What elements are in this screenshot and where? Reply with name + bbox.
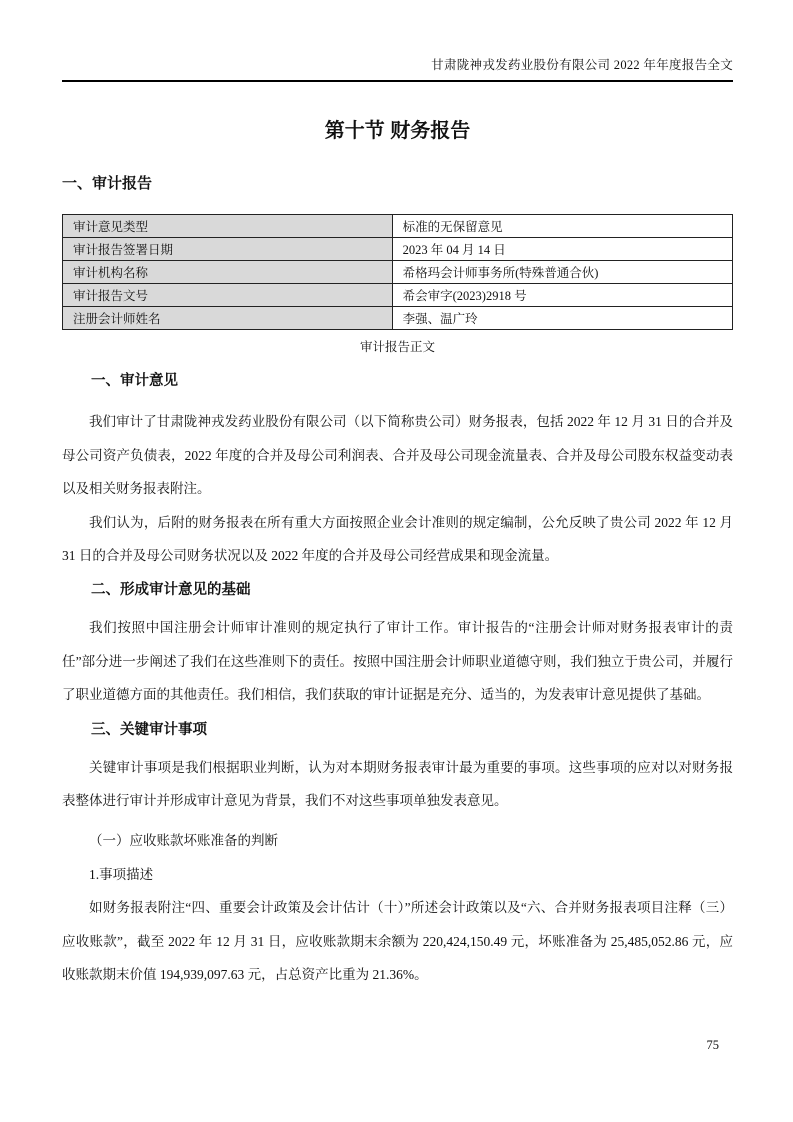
basis-paragraph-1: 我们按照中国注册会计师审计准则的规定执行了审计工作。审计报告的“注册会计师对财务报表审计的责任”部分进一步阐述了我们在这些准则下的责任。按照中国注册会计师职业道德守则，我们独立于贵公司，并履行了职业道德方面的其他责任。我们相信，我们获取的审计证据是充分、适当的，为发表审计意见提供了基础。 [62, 619, 733, 703]
table-row [63, 307, 733, 330]
table-value-cell: 2023 年 04 月 14 日 [392, 238, 732, 261]
table-row [63, 238, 733, 261]
opinion-paragraph-1: 我们审计了甘肃陇神戎发药业股份有限公司（以下简称贵公司）财务报表，包括 2022 年 12 月 31 日的合并及母公司资产负债表，2022 年度的合并及母公司利润表、合并及母公司现金流量表、合并及母公司股东权益变动表以及相关财务报表附注。 [62, 414, 733, 497]
table-value-cell: 李强、温广玲 [392, 307, 732, 330]
opinion-paragraph-2: 我们认为，后附的财务报表在所有重大方面按照企业会计准则的规定编制，公允反映了贵公司 2022 年 12 月 31 日的合并及母公司财务状况以及 2022 年度的合并及母公司经营成果和现金流量。 [62, 514, 733, 564]
table-value-cell: 标准的无保留意见 [392, 215, 732, 238]
page-number: 75 [706, 1038, 719, 1052]
table-label-cell: 注册会计师姓名 [63, 307, 393, 330]
table-value-cell: 希格玛会计师事务所(特殊普通合伙) [392, 261, 732, 284]
report-header: 甘肃陇神戎发药业股份有限公司 2022 年年度报告全文 [62, 55, 733, 82]
table-label-cell: 审计机构名称 [63, 261, 393, 284]
heading-audit-opinion: 一、审计意见 [91, 373, 178, 389]
page-title: 第十节 财务报告 [324, 120, 471, 142]
key-matter-sub-heading: 1.事项描述 [89, 866, 154, 882]
table-row [63, 261, 733, 284]
table-label-cell: 审计报告签署日期 [63, 238, 393, 261]
key-matter-item-heading: （一）应收账款坏账准备的判断 [89, 832, 278, 848]
table-row [63, 215, 733, 238]
heading-key-audit-matters: 三、关键审计事项 [91, 721, 207, 738]
audit-body-caption: 审计报告正文 [359, 340, 435, 354]
section-heading-audit-report: 一、审计报告 [62, 175, 153, 192]
key-matter-description-paragraph: 如财务报表附注“四、重要会计政策及会计估计（十）”所述会计政策以及“六、合并财务报表项目注释（三）应收账款”，截至 2022 年 12 月 31 日，应收账款期末余额为 220,424,150.49 元，坏账准备为 25,485,052.86 元，应收账款期末价值 194,939,097.63 元，占总资产比重为 21.36%。 [62, 900, 733, 983]
heading-basis-for-opinion: 二、形成审计意见的基础 [91, 581, 251, 598]
table-row [63, 284, 733, 307]
table-label-cell: 审计意见类型 [63, 215, 393, 238]
table-value-cell: 希会审字(2023)2918 号 [392, 284, 732, 307]
table-label-cell: 审计报告文号 [63, 284, 393, 307]
key-matters-paragraph-1: 关键审计事项是我们根据职业判断，认为对本期财务报表审计最为重要的事项。这些事项的应对以对财务报表整体进行审计并形成审计意见为背景，我们不对这些事项单独发表意见。 [62, 759, 733, 809]
audit-summary-table [62, 214, 733, 330]
